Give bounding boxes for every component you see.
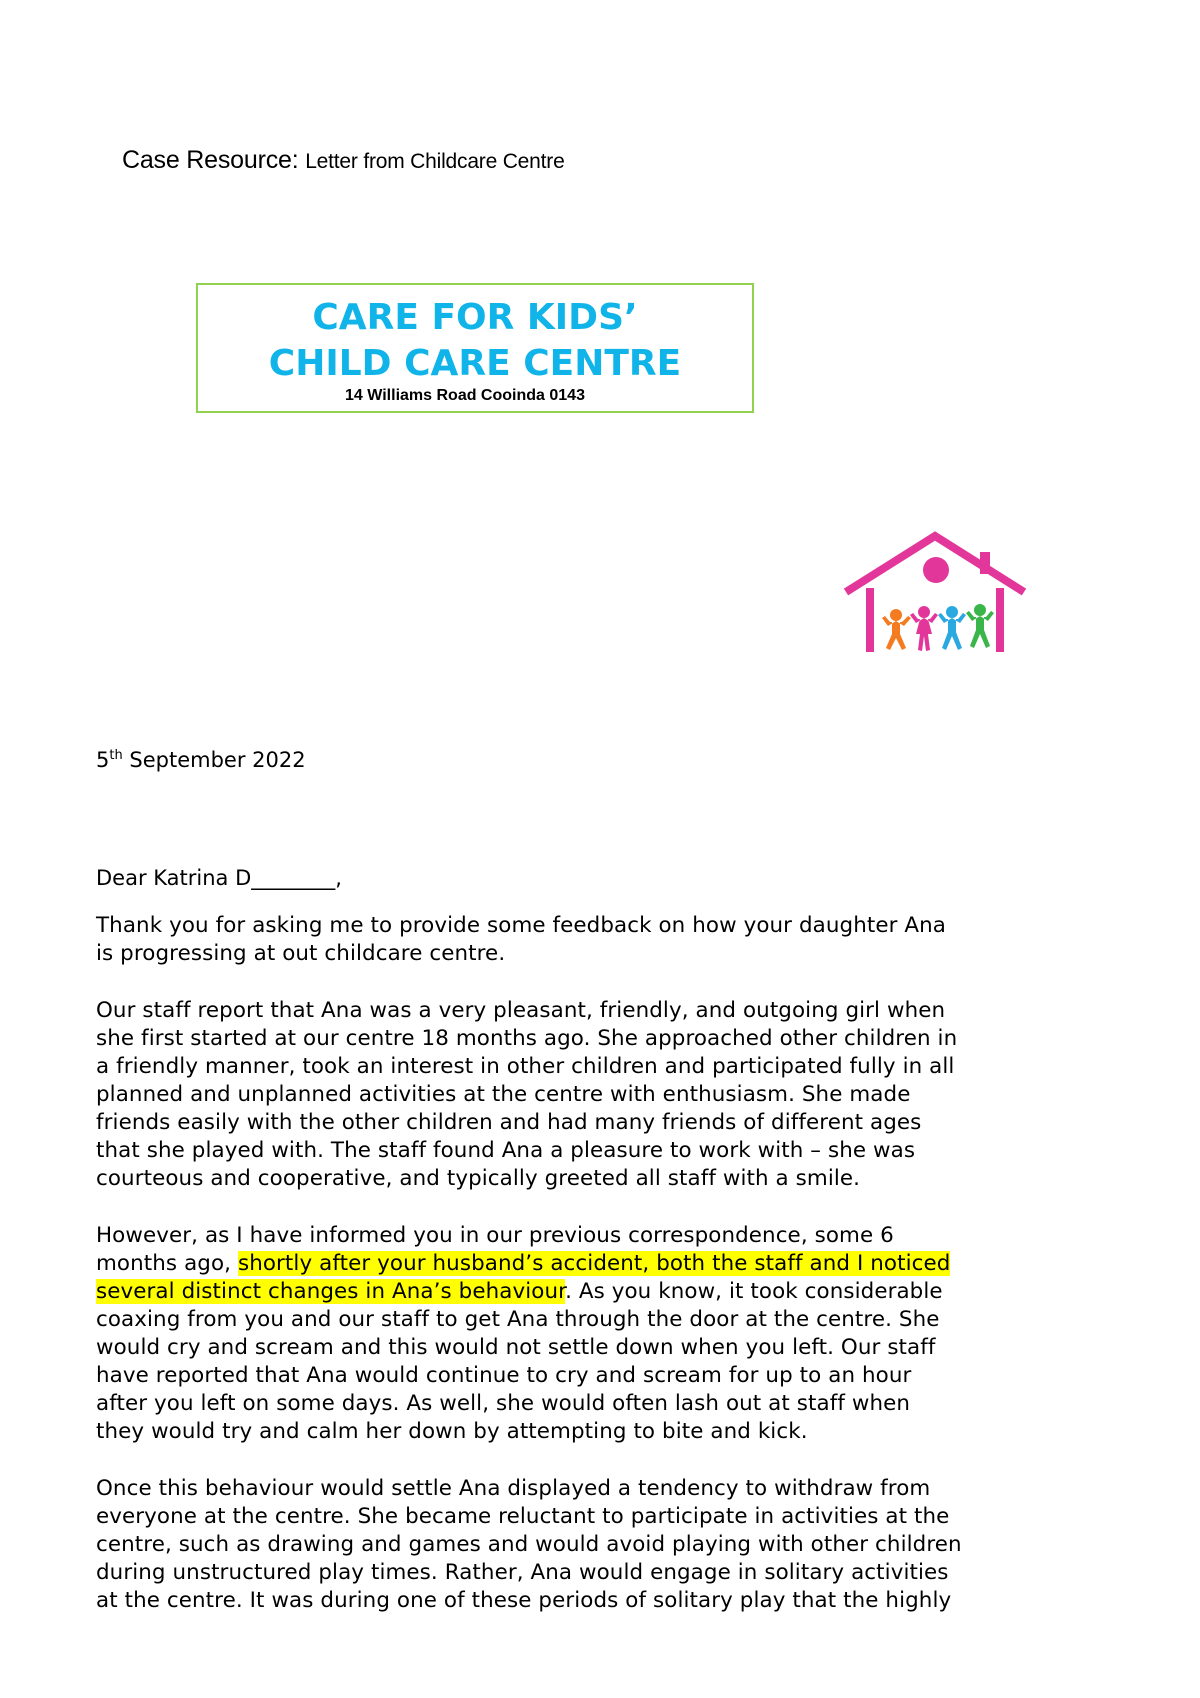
child-figure-green (966, 604, 994, 648)
paragraph-line: Our staff report that Ana was a very pleasant, friendly, and outgoing girl when (96, 998, 946, 1023)
letterhead-box (196, 283, 754, 413)
letterhead-name-line2: CHILD CARE CENTRE (268, 343, 682, 384)
text-run: . As you know, it took considerable (565, 1279, 943, 1304)
paragraph-line: everyone at the centre. She became reluctant to participate in activities at the (96, 1504, 950, 1529)
paragraph-2 (96, 997, 1096, 1193)
paragraph-line: a friendly manner, took an interest in other children and participated fully in all (96, 1054, 955, 1079)
paragraph-line: courteous and cooperative, and typically greeted all staff with a smile. (96, 1166, 861, 1191)
salutation: Dear Katrina D________, (96, 866, 342, 890)
paragraph-line: friends easily with the other children and had many friends of different ages (96, 1110, 922, 1135)
paragraph-line: centre, such as drawing and games and would avoid playing with other children (96, 1532, 962, 1557)
case-resource-label: Case Resource: (122, 146, 299, 174)
paragraph-line: planned and unplanned activities at the centre with enthusiasm. She made (96, 1082, 911, 1107)
paragraph-line: after you left on some days. As well, she would often lash out at staff when (96, 1391, 911, 1416)
paragraph-line (96, 1250, 1096, 1278)
paragraph-line: during unstructured play times. Rather, Ana would engage in solitary activities (96, 1560, 949, 1585)
paragraph-line: However, as I have informed you in our previous correspondence, some 6 (96, 1223, 894, 1248)
child-figure-pink (910, 606, 938, 651)
paragraph-3 (96, 1222, 1096, 1446)
child-figure-blue (938, 606, 966, 650)
house-with-children-logo (840, 530, 1030, 654)
paragraph-line: is progressing at out childcare centre. (96, 941, 506, 966)
letterhead-name-line1: CARE FOR KIDS’ (312, 297, 638, 338)
date-rest: September 2022 (122, 748, 306, 772)
paragraph-1 (96, 912, 1096, 968)
highlighted-text: shortly after your husband’s accident, both the staff and I noticed (237, 1251, 951, 1276)
paragraph-line: have reported that Ana would continue to cry and scream for up to an hour (96, 1363, 912, 1388)
paragraph-line: Thank you for asking me to provide some feedback on how your daughter Ana (96, 913, 946, 938)
case-resource-title: Letter from Childcare Centre (305, 150, 565, 173)
paragraph-line: at the centre. It was during one of these periods of solitary play that the highly (96, 1588, 952, 1613)
paragraph-line: coaxing from you and our staff to get Ana through the door at the centre. She (96, 1307, 940, 1332)
house-window (923, 557, 949, 583)
paragraph-line (96, 1278, 1096, 1306)
date-suffix: th (109, 748, 123, 763)
letter-date (96, 748, 306, 772)
case-resource-heading (122, 146, 565, 175)
paragraph-line: that she played with. The staff found Ana a pleasure to work with – she was (96, 1138, 916, 1163)
paragraph-line: Once this behaviour would settle Ana displayed a tendency to withdraw from (96, 1476, 931, 1501)
child-figure-orange (882, 609, 911, 650)
paragraph-line: she first started at our centre 18 months ago. She approached other children in (96, 1026, 958, 1051)
date-day: 5 (96, 748, 110, 772)
paragraph-4 (96, 1475, 1096, 1615)
house-chimney (980, 552, 990, 574)
letterhead-address: 14 Williams Road Cooinda 0143 (345, 387, 585, 404)
highlighted-text: several distinct changes in Ana’s behaviour (96, 1279, 566, 1304)
text-run: months ago, (96, 1251, 238, 1276)
paragraph-line: would cry and scream and this would not settle down when you left. Our staff (96, 1335, 936, 1360)
paragraph-line: they would try and calm her down by attempting to bite and kick. (96, 1419, 808, 1444)
